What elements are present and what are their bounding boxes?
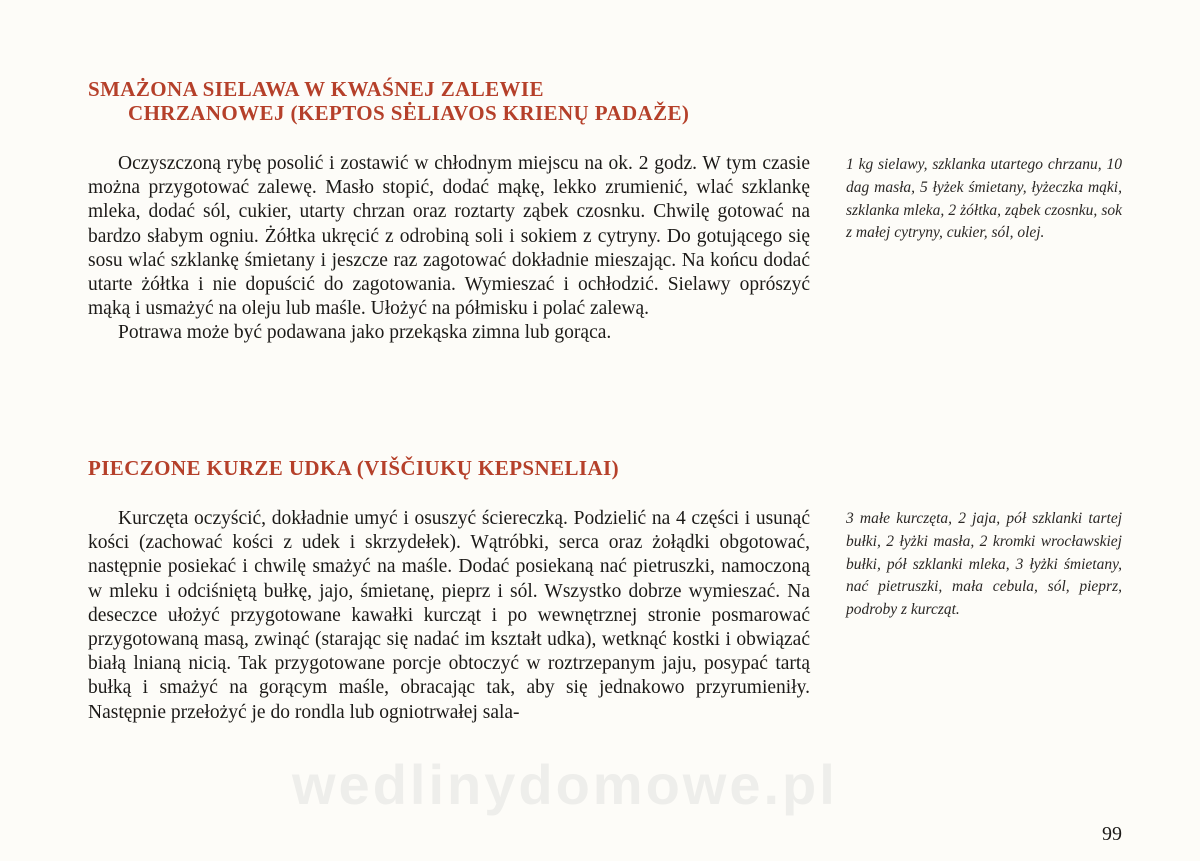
recipe1-title-line1: SMAŻONA SIELAWA W KWAŚNEJ ZALEWIE: [88, 77, 544, 101]
watermark: wedlinydomowe.pl: [292, 753, 838, 816]
recipe1-paragraph-2: Potrawa może być podawana jako przekąska zimna lub gorąca.: [118, 322, 612, 344]
recipe2-title: PIECZONE KURZE UDKA (VIŠČIUKŲ KEPSNELIAI): [88, 456, 619, 480]
recipe1-title: [88, 77, 689, 125]
recipe1-paragraph-1: Oczyszczoną rybę posolić i zostawić w chłodnym miejscu na ok. 2 godz. W tym czasie można przygotować zalewę. Masło stopić, dodać mąkę, lekko zrumienić, wlać szklankę mleka, dodać sól, cukier, utarty chrzan oraz roztarty ząbek czosnku. Chwilę gotować na bardzo słabym ogniu. Żółtka ukręcić z odrobiną soli i sokiem z cytryny. Do gotującego się sosu wlać szklankę śmietany i jeszcze raz zagotować dokładnie mieszając. Na końcu dodać utarte żółtka i nie dopuścić do zagotowania. Wymieszać i ochłodzić. Sielawy oprószyć mąką i usmażyć na oleju lub maśle. Ułożyć na półmisku i polać zalewą.: [88, 153, 810, 320]
recipe1-title-line2: CHRZANOWEJ (KEPTOS SĖLIAVOS KRIENŲ PADAŽE): [128, 101, 690, 125]
recipe1-ingredients: 1 kg sielawy, szklanka utartego chrzanu, 10 dag masła, 5 łyżek śmietany, łyżeczka mąki, szklanka mleka, 2 żółtka, ząbek czosnku, sok z małej cytryny, cukier, sól, olej.: [846, 156, 1122, 242]
recipe2-instructions: [88, 507, 810, 725]
recipe2-paragraph-1: Kurczęta oczyścić, dokładnie umyć i osuszyć ściereczką. Podzielić na 4 części i usunąć kości (zachować kości z udek i skrzydełek). Wątróbki, serca oraz żołądki obgotować, następnie posiekać i chwilę smażyć na maśle. Dodać posiekaną nać pietruszki, namoczoną w mleku i odciśniętą bułkę, jajo, śmietanę, pieprz i sól. Wszystko dobrze wymieszać. Na deseczce ułożyć przygotowane kawałki kurcząt i po wewnętrznej stronie posmarować przygotowaną masą, zwinąć (starając się nadać im kształt udka), wetknąć kostki i obwiązać białą lnianą nicią. Tak przygotowane porcje obtoczyć w roztrzepanym jaju, posypać tartą bułką i smażyć na gorącym maśle, obracając tak, aby się jednakowo przyrumieniły. Następnie przełożyć je do rondla lub ogniotrwałej sala-: [88, 508, 810, 723]
recipe1-instructions: [88, 152, 810, 346]
page-number: 99: [1102, 823, 1122, 845]
recipe2-ingredients: 3 małe kurczęta, 2 jaja, pół szklanki tartej bułki, 2 łyżki masła, 2 kromki wrocławskiej bułki, pół szklanki mleka, 3 łyżki śmietany, nać pietruszki, mała cebula, sól, pieprz, podroby z kurcząt.: [846, 510, 1122, 619]
